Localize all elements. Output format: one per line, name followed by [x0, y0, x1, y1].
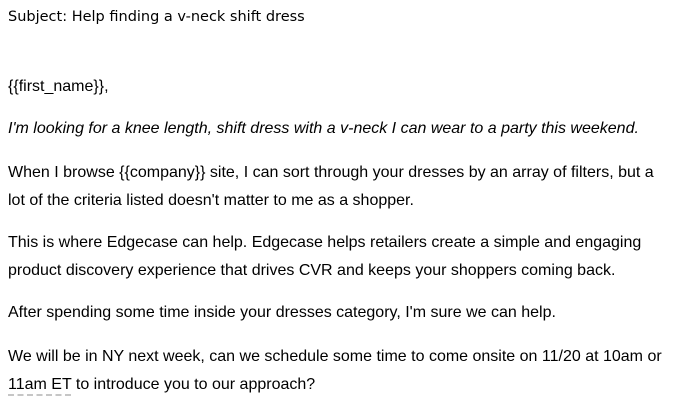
scheduling-paragraph [8, 343, 672, 399]
browse-filters-paragraph: When I browse {{company}} site, I can sort through your dresses by an array of filters, but a lot of the criteria listed doesn't matter to me as a shopper. [8, 164, 654, 209]
closing-text-after-time: to introduce you to our approach? [71, 376, 316, 393]
email-subject-line: Subject: Help finding a v-neck shift dress [8, 9, 305, 25]
greeting-merge-field: {{first_name}}, [8, 78, 109, 95]
shopper-quote-paragraph: I'm looking for a knee length, shift dress with a v-neck I can wear to a party this weekend. [8, 120, 639, 137]
edgecase-pitch-paragraph: This is where Edgecase can help. Edgecase helps retailers create a simple and engaging product discovery experience that drives CVR and keeps your shoppers coming back. [8, 234, 642, 279]
dresses-category-paragraph: After spending some time inside your dresses category, I'm sure we can help. [8, 304, 556, 321]
closing-text-before-time: We will be in NY next week, can we schedule some time to come onsite on 11/20 at 10am or [8, 348, 662, 365]
email-text [8, 73, 672, 399]
time-data-detector[interactable]: 11am ET [8, 376, 71, 396]
